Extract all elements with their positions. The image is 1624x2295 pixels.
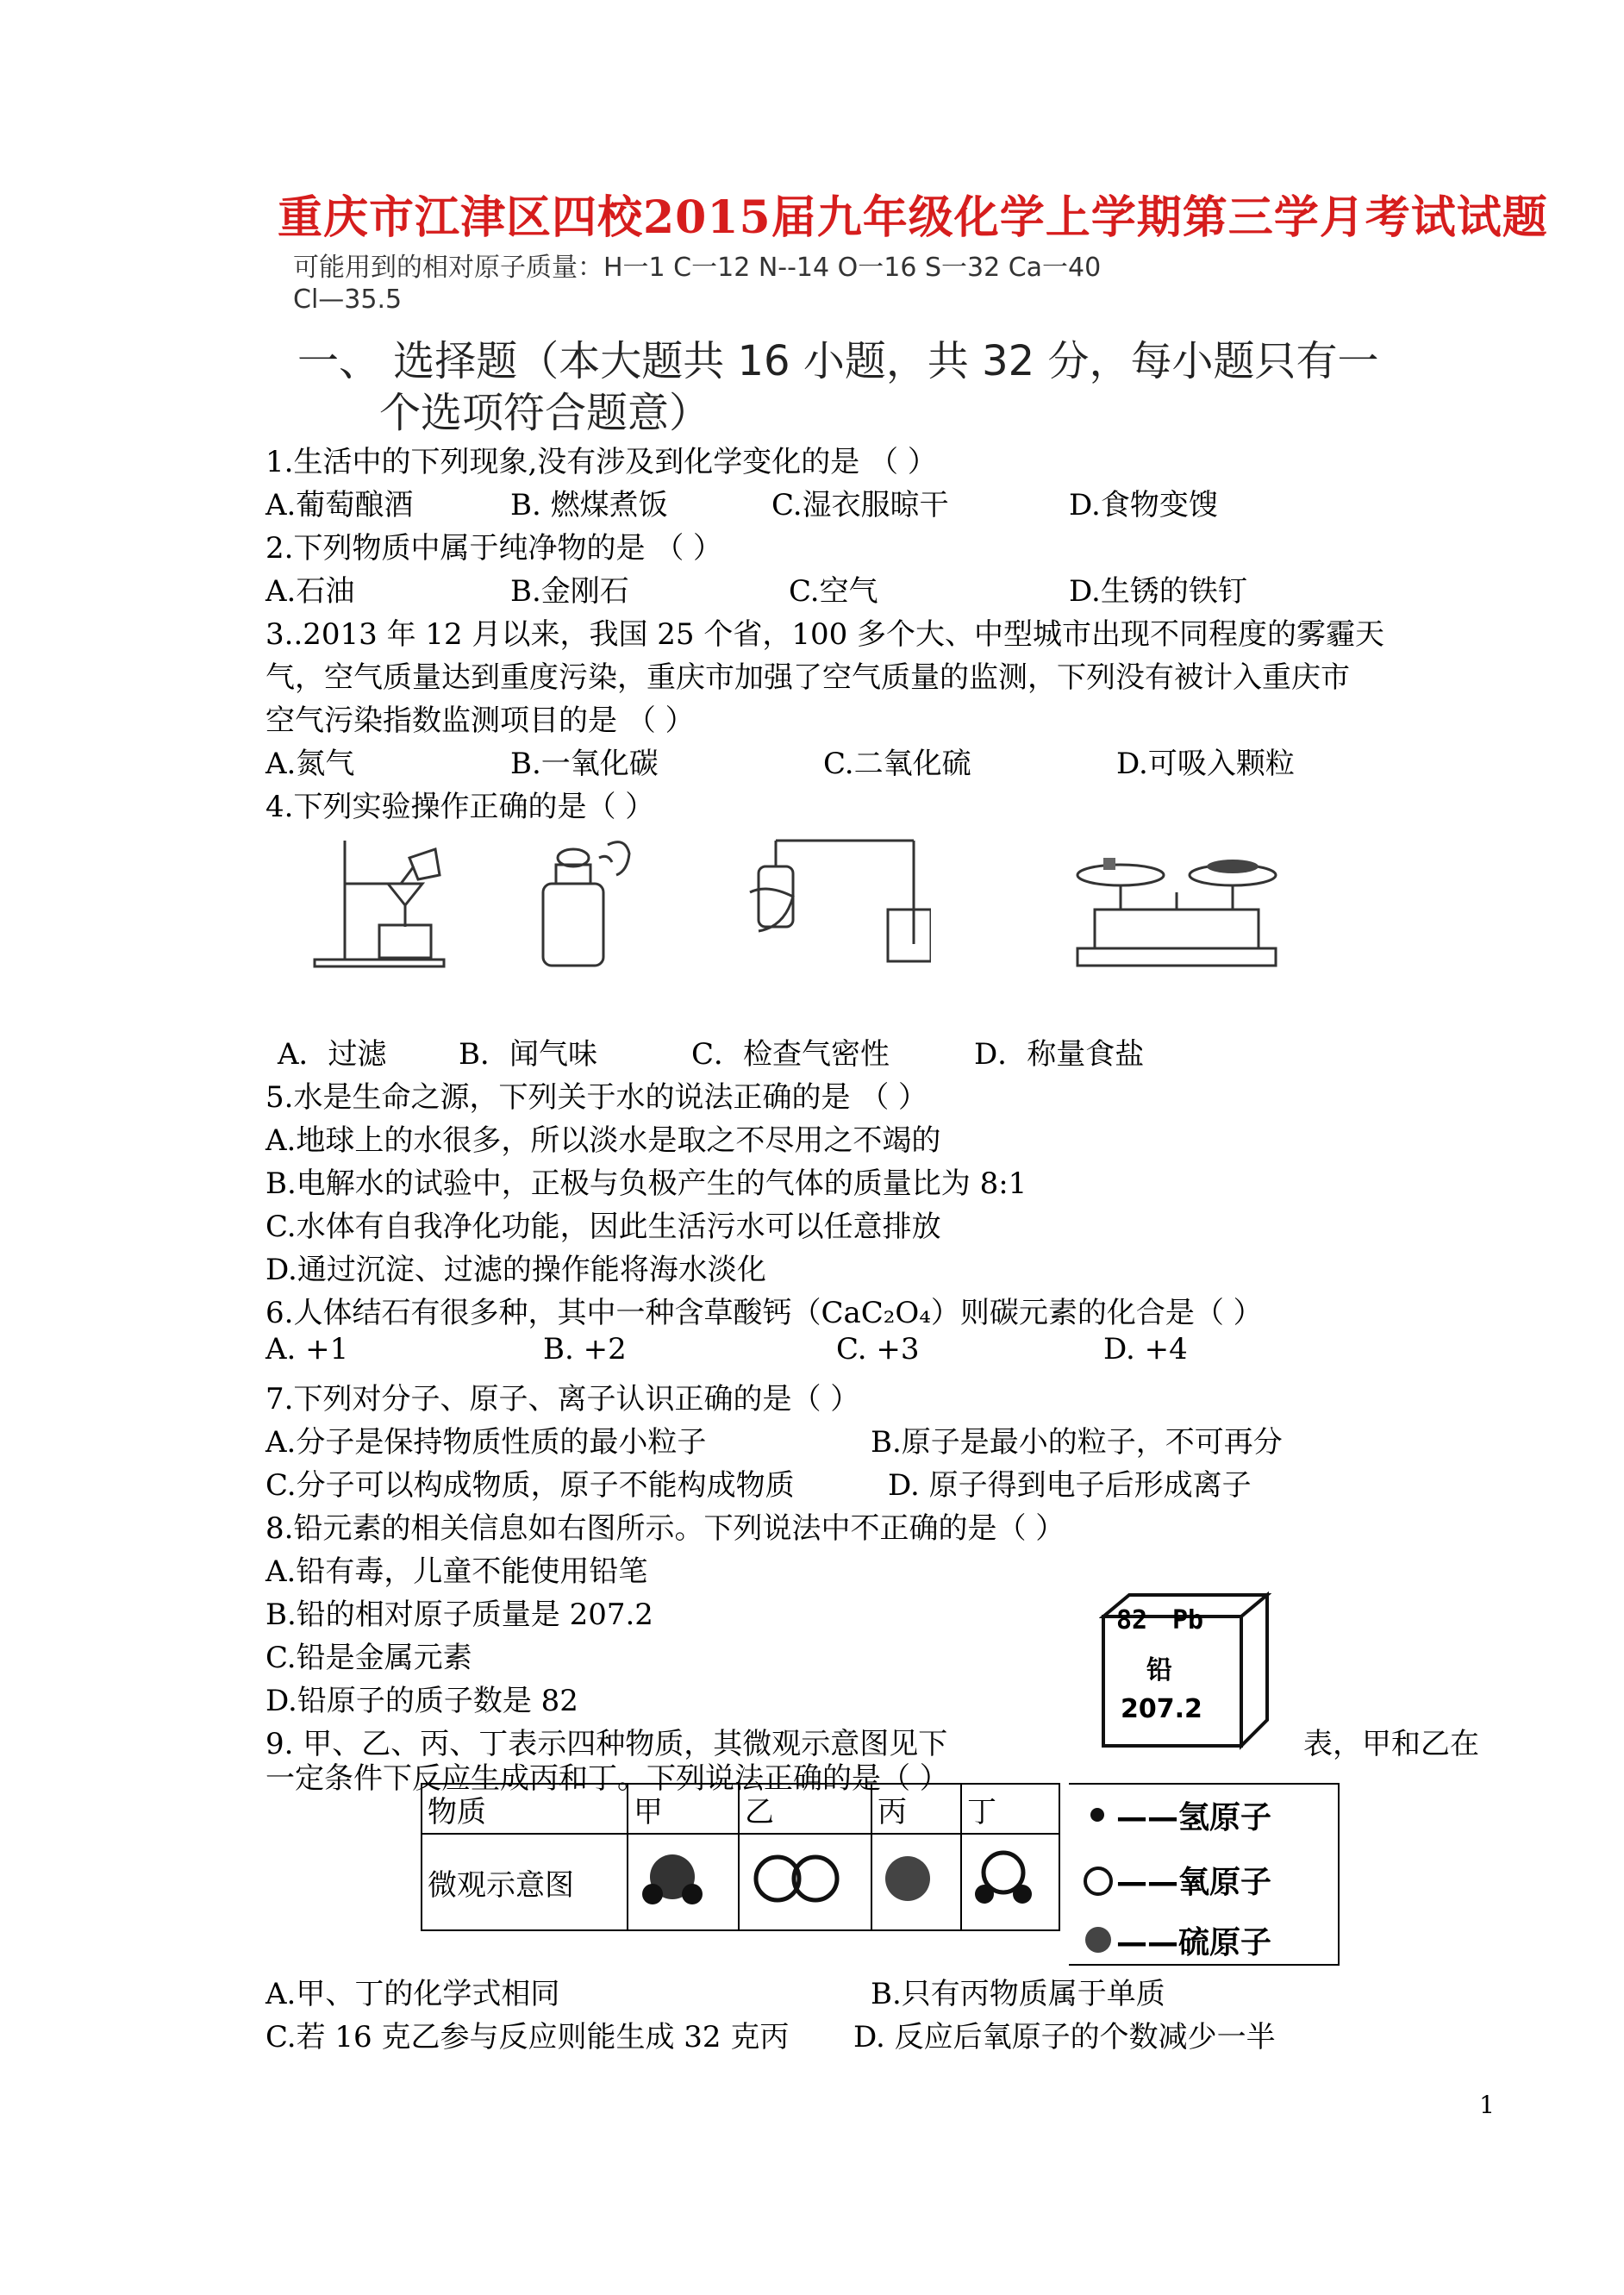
q8-option-b: B.铅的相对原子质量是 207.2 xyxy=(265,1598,653,1632)
table-header: 丁 xyxy=(961,1784,1059,1834)
q1-option-b: B. 燃煤煮饭 xyxy=(510,488,668,522)
smell-figure xyxy=(526,832,646,970)
q4-stem: 4.下列实验操作正确的是（ ） xyxy=(265,790,655,824)
element-number: 82 xyxy=(1116,1605,1148,1635)
filtration-figure xyxy=(310,832,448,970)
molecule-yi xyxy=(739,1834,871,1930)
q9-stem: 9. 甲、乙、丙、丁表示四种物质，其微观示意图见下 xyxy=(265,1727,948,1761)
atomic-mass-line: 可能用到的相对原子质量：H一1 C一12 N--14 O一16 S一32 Ca一40 xyxy=(293,253,1102,283)
q5-option-b: B.电解水的试验中，正极与负极产生的气体的质量比为 8:1 xyxy=(265,1166,1027,1201)
q8-stem: 8.铅元素的相关信息如右图所示。下列说法中不正确的是（ ） xyxy=(265,1511,1065,1546)
q1-stem: 1.生活中的下列现象,没有涉及到化学变化的是 （ ） xyxy=(265,445,937,479)
section-heading-cont: 个选项符合题意） xyxy=(379,389,711,437)
q6-option-a: A. +1 xyxy=(265,1332,349,1366)
q5-option-c: C.水体有自我净化功能，因此生活污水可以任意排放 xyxy=(265,1210,941,1244)
element-mass: 207.2 xyxy=(1121,1694,1202,1724)
q9-option-c: C.若 16 克乙参与反应则能生成 32 克丙 xyxy=(265,2020,790,2054)
q3-stem-2: 气，空气质量达到重度污染，重庆市加强了空气质量的监测，下列没有被计入重庆市 xyxy=(265,660,1350,695)
q7-option-a: A.分子是保持物质性质的最小粒子 xyxy=(265,1425,707,1460)
q1-option-d: D.食物变馊 xyxy=(1069,488,1218,522)
q8-option-a: A.铅有毒，儿童不能使用铅笔 xyxy=(265,1554,648,1589)
q2-option-b: B.金刚石 xyxy=(510,574,629,609)
legend-sulfur: ——硫原子 xyxy=(1116,1925,1272,1960)
q3-stem-3: 空气污染指数监测项目的是 （ ） xyxy=(265,704,695,738)
q5-stem: 5.水是生命之源，下列关于水的说法正确的是 （ ） xyxy=(265,1080,928,1115)
q6-option-d: D. +4 xyxy=(1103,1332,1188,1366)
q9-stem-tail: 表，甲和乙在 xyxy=(1303,1727,1479,1761)
q7-option-c: C.分子可以构成物质，原子不能构成物质 xyxy=(265,1468,795,1503)
table-header: 甲 xyxy=(628,1784,739,1834)
table-header: 乙 xyxy=(739,1784,871,1834)
q2-option-d: D.生锈的铁钉 xyxy=(1069,574,1247,609)
q9-stem-2: 一定条件下反应生成丙和丁。下列说法正确的是（ ） xyxy=(265,1761,949,1796)
q8-option-d: D.铅原子的质子数是 82 xyxy=(265,1684,578,1718)
q3-option-d: D.可吸入颗粒 xyxy=(1116,747,1295,781)
q8-option-c: C.铅是金属元素 xyxy=(265,1641,472,1675)
q5-option-a: A.地球上的水很多，所以淡水是取之不尽用之不竭的 xyxy=(265,1123,941,1158)
q6-stem: 6.人体结石有很多种，其中一种含草酸钙（CaC₂O₄）则碳元素的化合是（ ） xyxy=(265,1296,1263,1330)
molecule-bing xyxy=(871,1834,961,1930)
q4-option-d: D．称量食盐 xyxy=(974,1037,1145,1072)
q7-stem: 7.下列对分子、原子、离子认识正确的是（ ） xyxy=(265,1382,860,1416)
q9-option-d: D. 反应后氧原子的个数减少一半 xyxy=(853,2020,1276,2054)
q4-option-a: A．过滤 xyxy=(278,1037,387,1072)
page-number: 1 xyxy=(1479,2091,1495,2119)
section-heading: 一、 选择题（本大题共 16 小题，共 32 分，每小题只有一 xyxy=(297,337,1379,385)
q1-option-a: A.葡萄酿酒 xyxy=(265,488,414,522)
micro-table xyxy=(421,1783,1060,1931)
q6-option-b: B. +2 xyxy=(543,1332,627,1366)
table-header: 物质 xyxy=(422,1784,628,1834)
q5-option-d: D.通过沉淀、过滤的操作能将海水淡化 xyxy=(265,1253,766,1287)
q6-option-c: C. +3 xyxy=(836,1332,920,1366)
table-header: 丙 xyxy=(871,1784,961,1834)
q7-option-b: B.原子是最小的粒子，不可再分 xyxy=(871,1425,1283,1460)
balance-figure xyxy=(1069,841,1284,979)
q4-option-b: B．闻气味 xyxy=(459,1037,597,1072)
q1-option-c: C.湿衣服晾干 xyxy=(771,488,949,522)
atomic-mass-line-2: Cl—35.5 xyxy=(293,285,403,315)
legend-hydrogen: ——氢原子 xyxy=(1116,1800,1272,1835)
q3-option-c: C.二氧化硫 xyxy=(823,747,971,781)
q3-option-a: A.氮气 xyxy=(265,747,355,781)
atom-legend xyxy=(1069,1783,1340,1966)
q2-option-c: C.空气 xyxy=(789,574,878,609)
q3-stem: 3..2013 年 12 月以来，我国 25 个省，100 多个大、中型城市出现不同程度的雾霾天 xyxy=(265,617,1385,652)
table-row-label: 微观示意图 xyxy=(422,1834,628,1930)
airtightness-figure xyxy=(741,832,931,970)
molecule-ding xyxy=(961,1834,1059,1930)
q2-option-a: A.石油 xyxy=(265,574,355,609)
q3-option-b: B.一氧化碳 xyxy=(510,747,659,781)
q7-option-d: D. 原子得到电子后形成离子 xyxy=(888,1468,1252,1503)
element-name: 铅 xyxy=(1146,1655,1172,1685)
q9-option-b: B.只有丙物质属于单质 xyxy=(871,1977,1165,2011)
element-symbol: Pb xyxy=(1172,1605,1204,1635)
q4-option-c: C．检查气密性 xyxy=(691,1037,890,1072)
page-title: 重庆市江津区四校2015届九年级化学上学期第三学月考试试题 xyxy=(278,191,1548,244)
legend-oxygen: ——氧原子 xyxy=(1116,1865,1272,1900)
q2-stem: 2.下列物质中属于纯净物的是 （ ） xyxy=(265,531,723,566)
q9-option-a: A.甲、丁的化学式相同 xyxy=(265,1977,560,2011)
molecule-jia xyxy=(628,1834,739,1930)
